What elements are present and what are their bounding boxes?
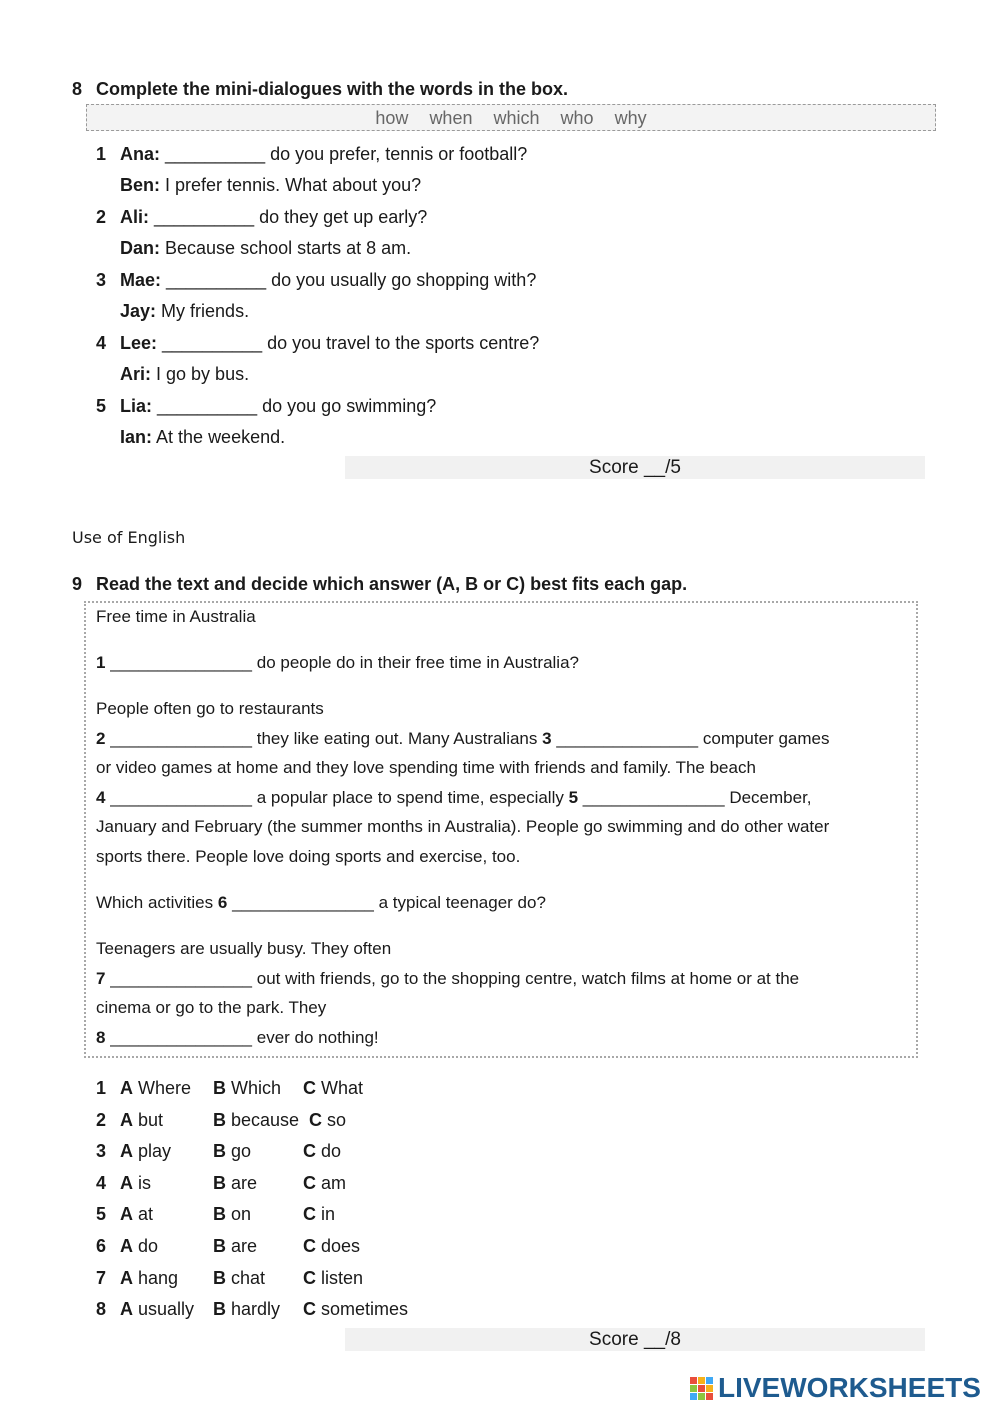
- option-b[interactable]: B hardly: [213, 1299, 281, 1319]
- text-line: [96, 1028, 379, 1048]
- option-number: 6: [96, 1236, 107, 1256]
- text-line: [96, 653, 579, 673]
- gap-number: 8: [96, 1028, 106, 1047]
- option-row-8: [96, 1299, 496, 1323]
- option-b[interactable]: B on: [213, 1204, 252, 1224]
- option-row-2: [96, 1110, 496, 1134]
- dialogue-number: 4: [96, 333, 107, 353]
- dialogue-reply: [120, 364, 249, 385]
- option-row-7: [96, 1268, 496, 1292]
- option-b[interactable]: B are: [213, 1236, 258, 1256]
- text-line: [96, 788, 812, 808]
- option-a[interactable]: A hang: [120, 1268, 179, 1288]
- option-b[interactable]: B are: [213, 1173, 258, 1193]
- option-b[interactable]: B because: [213, 1110, 300, 1130]
- text-line: sports there. People love doing sports and exercise, too.: [96, 847, 521, 866]
- option-c[interactable]: C What: [303, 1078, 364, 1098]
- speaker: Ian:: [120, 427, 153, 447]
- option-number: 2: [96, 1110, 107, 1130]
- word: which: [493, 108, 540, 128]
- liveworksheets-logo: [690, 1372, 990, 1404]
- text-heading: Free time in Australia: [96, 607, 256, 626]
- gap-text[interactable]: _______________ computer games: [551, 729, 830, 748]
- liveworksheets-logo-icon: [690, 1377, 714, 1401]
- gap-text[interactable]: _______________ they like eating out. Many Australians: [105, 729, 543, 748]
- option-c[interactable]: C am: [303, 1173, 347, 1193]
- option-b[interactable]: B go: [213, 1141, 252, 1161]
- dialogue-4: [96, 333, 796, 393]
- gap-text[interactable]: _______________ a popular place to spend time, especially: [105, 788, 569, 807]
- dialogue-5: [96, 396, 796, 456]
- option-row-4: [96, 1173, 496, 1197]
- text-line: cinema or go to the park. They: [96, 998, 327, 1017]
- speaker: Ari:: [120, 364, 151, 384]
- question-number: 8: [72, 79, 83, 99]
- dialogue-number: 2: [96, 207, 107, 227]
- gap-number: 6: [217, 893, 228, 912]
- question-title: Read the text and decide which answer (A, B or C) best fits each gap.: [96, 574, 688, 594]
- text-line: Teenagers are usually busy. They often: [96, 939, 392, 958]
- dialogue-line: [120, 333, 539, 354]
- option-b[interactable]: B chat: [213, 1268, 266, 1288]
- gap-line[interactable]: __________ do you travel to the sports centre?: [162, 333, 540, 353]
- option-row-6: [96, 1236, 496, 1260]
- text-line: [96, 969, 799, 989]
- question-title: Complete the mini-dialogues with the words in the box.: [96, 79, 569, 99]
- dialogue-reply: [120, 301, 249, 322]
- option-a[interactable]: A play: [120, 1141, 172, 1161]
- speaker: Dan:: [120, 238, 160, 258]
- option-a[interactable]: A but: [120, 1110, 164, 1130]
- option-c[interactable]: C do: [303, 1141, 342, 1161]
- dialogue-3: [96, 270, 796, 330]
- text-line: January and February (the summer months in Australia). People go swimming and do other water: [96, 817, 830, 836]
- speaker: Mae:: [120, 270, 162, 290]
- text-line: or video games at home and they love spending time with friends and family. The beach: [96, 758, 756, 777]
- dialogue-number: 3: [96, 270, 107, 290]
- option-c[interactable]: C sometimes: [303, 1299, 409, 1319]
- dialogue-line: [120, 144, 527, 165]
- gap-text[interactable]: _______________ out with friends, go to the shopping centre, watch films at home or at the: [105, 969, 800, 988]
- dialogue-number: 5: [96, 396, 107, 416]
- option-number: 8: [96, 1299, 107, 1319]
- option-a[interactable]: A Where: [120, 1078, 192, 1098]
- speaker: Ben:: [120, 175, 160, 195]
- option-a[interactable]: A is: [120, 1173, 152, 1193]
- word: when: [429, 108, 473, 128]
- text-line: [96, 893, 546, 913]
- gap-line[interactable]: __________ do you prefer, tennis or football?: [165, 144, 528, 164]
- option-b[interactable]: B Which: [213, 1078, 282, 1098]
- dialogue-reply: [120, 175, 421, 196]
- word-box: [86, 104, 936, 131]
- speaker: Lia:: [120, 396, 153, 416]
- dialogue-2: [96, 207, 796, 267]
- gap-number: 3: [542, 729, 552, 748]
- text-line: People often go to restaurants: [96, 699, 324, 718]
- speaker: Jay:: [120, 301, 157, 321]
- gap-text[interactable]: _______________ do people do in their free time in Australia?: [105, 653, 579, 672]
- dialogue-line: [120, 396, 436, 417]
- speaker: Ali:: [120, 207, 149, 227]
- reply-text: My friends.: [161, 301, 250, 321]
- reply-text: Because school starts at 8 am.: [165, 238, 412, 258]
- option-row-3: [96, 1141, 496, 1165]
- dialogue-number: 1: [96, 144, 107, 164]
- brand-name: LIVEWORKSHEETS: [718, 1372, 981, 1403]
- gap-number: 4: [96, 788, 106, 807]
- option-number: 4: [96, 1173, 107, 1193]
- score-q8: Score __/5: [345, 456, 925, 479]
- reply-text: At the weekend.: [156, 427, 286, 447]
- gap-line[interactable]: __________ do you go swimming?: [157, 396, 437, 416]
- speaker: Ana:: [120, 144, 160, 164]
- score-q9: Score __/8: [345, 1328, 925, 1351]
- option-c[interactable]: C does: [303, 1236, 361, 1256]
- option-number: 3: [96, 1141, 107, 1161]
- option-number: 5: [96, 1204, 107, 1224]
- option-a[interactable]: A usually: [120, 1299, 195, 1319]
- option-a[interactable]: A at: [120, 1204, 154, 1224]
- word: who: [560, 108, 594, 128]
- option-row-1: [96, 1078, 496, 1102]
- dialogue-reply: [120, 238, 411, 259]
- option-c[interactable]: C so: [309, 1110, 347, 1130]
- section-label: Use of English: [72, 528, 186, 547]
- question-9-heading: [72, 574, 687, 595]
- word: why: [614, 108, 647, 128]
- text-line: [96, 729, 829, 749]
- option-number: 1: [96, 1078, 107, 1098]
- gap-line[interactable]: __________ do they get up early?: [154, 207, 428, 227]
- dialogue-1: [96, 144, 796, 204]
- gap-number: 2: [96, 729, 106, 748]
- reply-text: I prefer tennis. What about you?: [165, 175, 422, 195]
- dialogue-line: [120, 270, 536, 291]
- option-c[interactable]: C in: [303, 1204, 336, 1224]
- gap-text[interactable]: _______________ a typical teenager do?: [227, 893, 546, 912]
- text-segment: Which activities: [96, 893, 218, 912]
- option-a[interactable]: A do: [120, 1236, 159, 1256]
- gap-text[interactable]: _______________ December,: [578, 788, 812, 807]
- reply-text: I go by bus.: [156, 364, 250, 384]
- gap-number: 1: [96, 653, 106, 672]
- speaker: Lee:: [120, 333, 158, 353]
- gap-text[interactable]: _______________ ever do nothing!: [105, 1028, 379, 1047]
- gap-number: 5: [568, 788, 579, 807]
- option-c[interactable]: C listen: [303, 1268, 364, 1288]
- option-number: 7: [96, 1268, 107, 1288]
- dialogue-reply: [120, 427, 285, 448]
- question-number: 9: [72, 574, 83, 594]
- question-8-heading: [72, 79, 568, 100]
- gap-number: 7: [96, 969, 106, 988]
- dialogue-line: [120, 207, 427, 228]
- option-row-5: [96, 1204, 496, 1228]
- gap-line[interactable]: __________ do you usually go shopping with?: [166, 270, 537, 290]
- word: how: [375, 108, 409, 128]
